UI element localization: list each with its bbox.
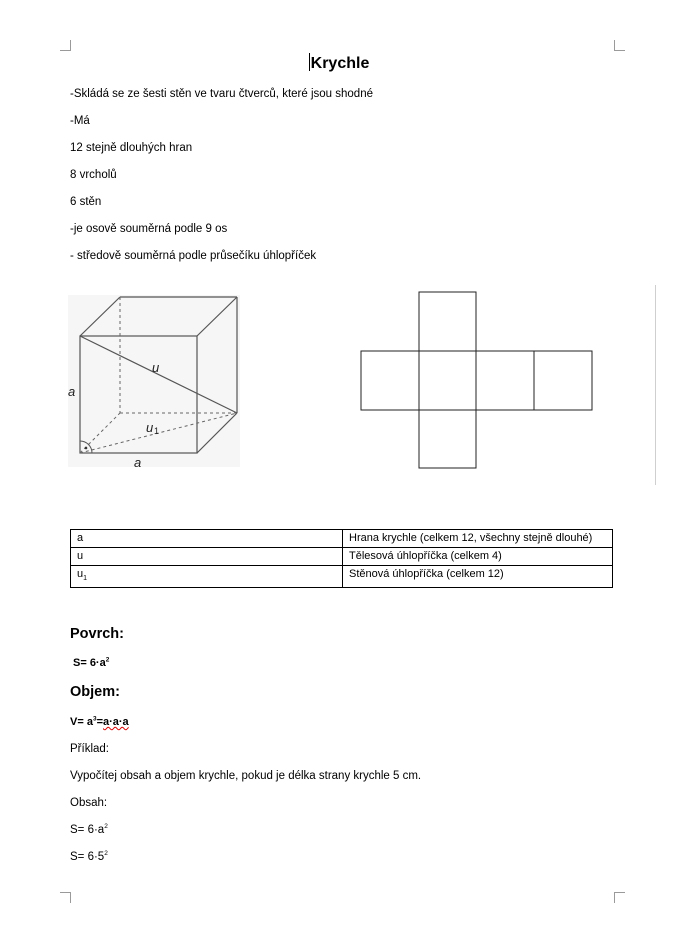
example-step <box>70 824 108 836</box>
property-line: 8 vrcholů <box>70 169 117 181</box>
cube-label-a-bottom: a <box>134 455 142 467</box>
volume-formula-expanded: a·a·a <box>103 716 129 728</box>
example-step-exponent: 2 <box>104 823 108 831</box>
property-line: 12 stejně dlouhých hran <box>70 142 193 154</box>
property-line: - středově souměrná podle průsečíku úhlopříček <box>70 250 317 262</box>
page-corner-mark <box>614 892 625 903</box>
table-row <box>71 530 613 548</box>
surface-formula <box>73 657 109 669</box>
volume-formula-start: V= a <box>70 716 93 728</box>
legend-symbol <box>71 530 343 548</box>
cube-label-u: u <box>152 360 160 375</box>
title-text: Krychle <box>310 55 370 72</box>
property-line: 6 stěn <box>70 196 102 208</box>
property-line: -Skládá se ze šesti stěn ve tvaru čtverců, které jsou shodné <box>70 88 373 100</box>
table-row <box>71 566 613 588</box>
example-step-text: S= 6·5 <box>70 851 105 863</box>
text-cursor <box>309 53 310 71</box>
cube-net-diagram <box>355 288 600 474</box>
legend-description: Tělesová úhlopříčka (celkem 4) <box>343 548 613 566</box>
surface-heading: Povrch: <box>70 626 124 642</box>
legend-symbol <box>71 566 343 588</box>
surface-formula-exponent: 2 <box>105 656 110 664</box>
page-corner-mark <box>60 892 71 903</box>
property-line: -Má <box>70 115 90 127</box>
legend-symbol-text: a <box>77 532 84 544</box>
legend-symbol <box>71 548 343 566</box>
table-row <box>71 548 613 566</box>
legend-description: Hrana krychle (celkem 12, všechny stejně dlouhé) <box>343 530 613 548</box>
page-corner-mark <box>614 40 625 51</box>
example-label: Příklad: <box>70 743 109 755</box>
example-step-exponent: 2 <box>104 850 108 858</box>
volume-heading: Objem: <box>70 684 120 700</box>
page-edge-line <box>655 285 656 485</box>
surface-formula-text: S= 6·a <box>73 657 106 669</box>
example-area-label: Obsah: <box>70 797 108 809</box>
example-step <box>70 851 108 863</box>
cube-label-u1-sub: 1 <box>154 426 160 436</box>
volume-formula <box>70 716 129 728</box>
legend-symbol-subscript: 1 <box>83 575 88 583</box>
legend-table <box>70 529 613 588</box>
property-line: -je osově souměrná podle 9 os <box>70 223 228 235</box>
volume-formula-exponent: 3 <box>92 715 97 723</box>
cube-label-a: a <box>68 384 76 399</box>
cube-label-u1: u <box>146 420 154 435</box>
cube-diagram <box>68 295 240 467</box>
legend-description: Stěnová úhlopříčka (celkem 12) <box>343 566 613 588</box>
volume-formula-equals: = <box>96 716 103 728</box>
page-title[interactable] <box>0 53 678 73</box>
example-step-text: S= 6·a <box>70 824 105 836</box>
legend-symbol-text: u <box>77 568 84 580</box>
page-corner-mark <box>60 40 71 51</box>
legend-symbol-text: u <box>77 550 84 562</box>
example-task: Vypočítej obsah a objem krychle, pokud je délka strany krychle 5 cm. <box>70 770 422 782</box>
